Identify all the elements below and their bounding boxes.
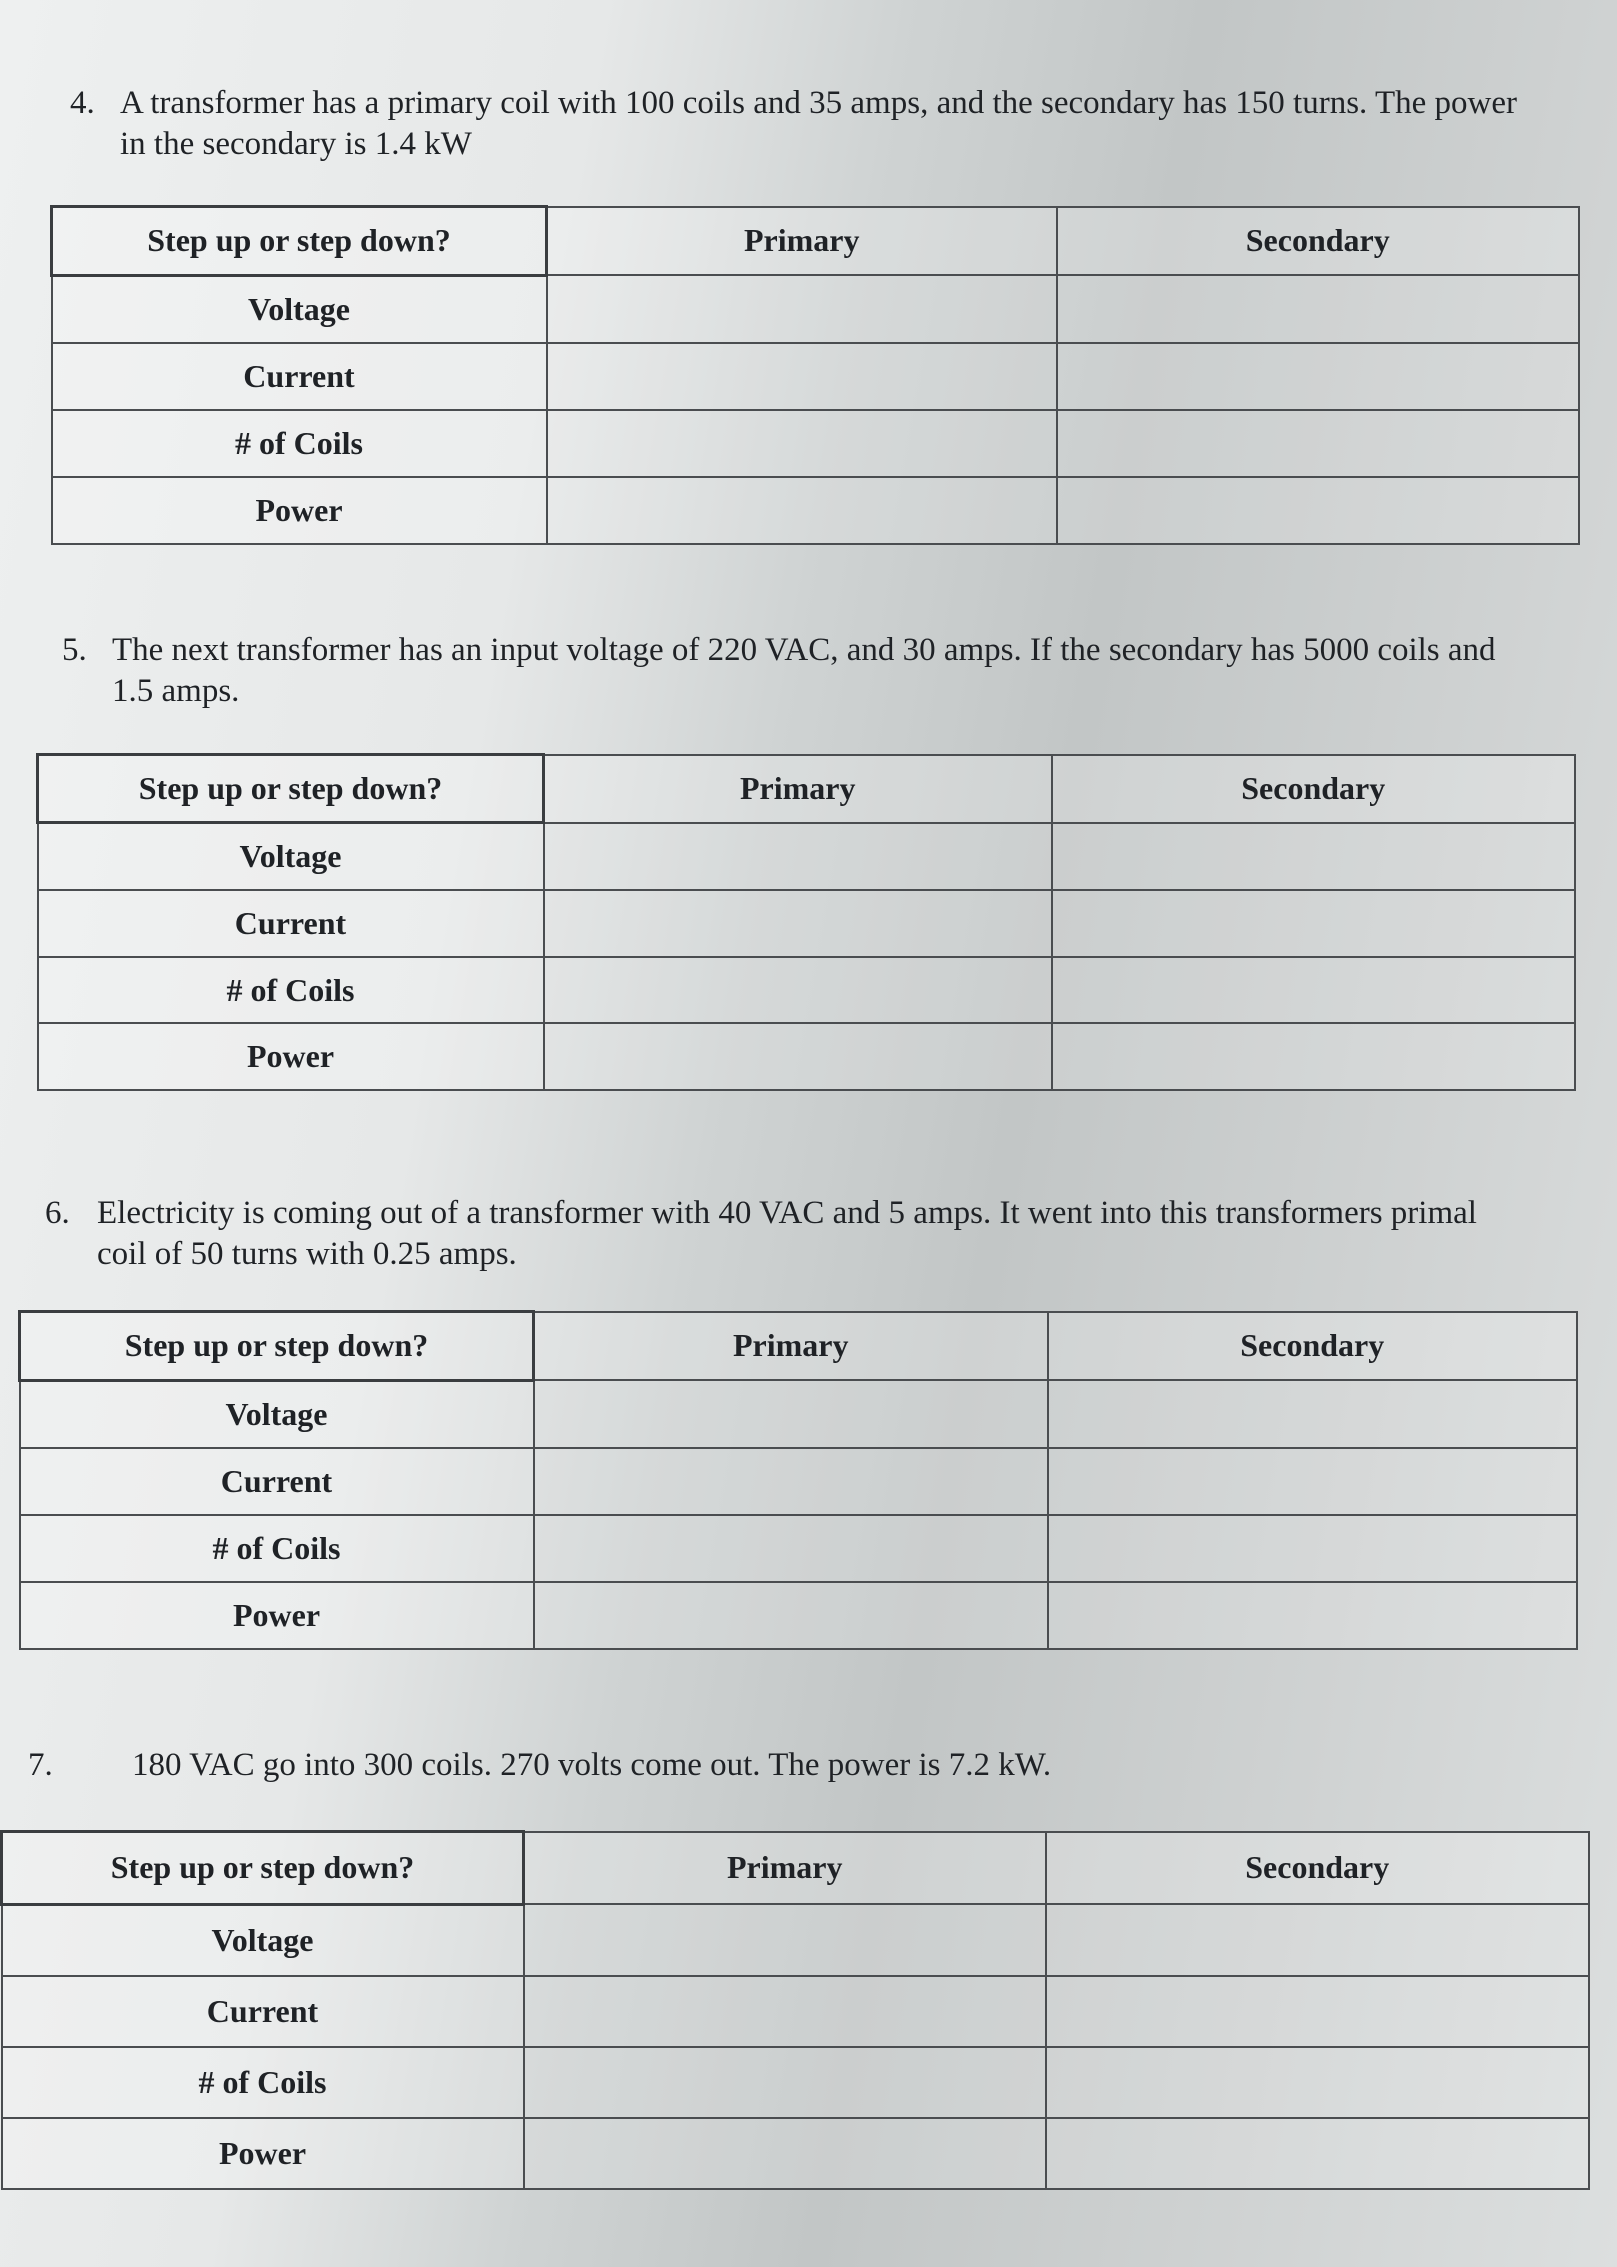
secondary-voltage-cell[interactable]: [1048, 1380, 1578, 1448]
primary-coils-cell[interactable]: [534, 1515, 1048, 1582]
secondary-current-cell[interactable]: [1057, 343, 1580, 410]
row-label: Power: [52, 477, 547, 544]
secondary-voltage-cell[interactable]: [1057, 275, 1580, 343]
primary-current-cell[interactable]: [524, 1976, 1046, 2047]
step-up-down-header: Step up or step down?: [2, 1832, 524, 1905]
row-label: Power: [2, 2118, 524, 2189]
question-4: [70, 83, 1550, 173]
secondary-coils-cell[interactable]: [1046, 2047, 1590, 2118]
row-label: # of Coils: [2, 2047, 524, 2118]
primary-power-cell[interactable]: [524, 2118, 1046, 2189]
secondary-header: Secondary: [1052, 755, 1576, 823]
row-label: Power: [20, 1582, 534, 1649]
table-row-voltage: [38, 823, 1576, 890]
step-up-down-header: Step up or step down?: [52, 207, 547, 276]
step-up-down-header: Step up or step down?: [38, 755, 544, 823]
answer-table-5: [36, 753, 1576, 1091]
table-header-row: [52, 207, 1580, 276]
question-text: 180 VAC go into 300 coils. 270 volts come out. The power is 7.2 kW.: [132, 1747, 1052, 1783]
secondary-coils-cell[interactable]: [1052, 957, 1576, 1024]
question-text: Electricity is coming out of a transformer with 40 VAC and 5 amps. It went into this transformers primal coil of 50 turns with 0.25 amps.: [97, 1195, 1477, 1272]
question-7: [28, 1745, 1228, 1790]
primary-current-cell[interactable]: [544, 890, 1052, 957]
primary-voltage-cell[interactable]: [547, 275, 1057, 343]
table-row-coils: [20, 1515, 1578, 1582]
table-row-current: [38, 890, 1576, 957]
row-label: # of Coils: [38, 957, 544, 1024]
question-number: 6.: [45, 1195, 70, 1231]
row-label: Voltage: [20, 1380, 534, 1448]
table-header-row: [20, 1312, 1578, 1381]
question-5: [62, 630, 1522, 720]
table-row-coils: [2, 2047, 1590, 2118]
table-row-voltage: [2, 1904, 1590, 1976]
primary-header: Primary: [547, 207, 1057, 276]
row-label: # of Coils: [20, 1515, 534, 1582]
answer-table-4: [50, 205, 1580, 545]
question-number: 4.: [70, 85, 95, 121]
table-row-power: [38, 1023, 1576, 1090]
secondary-power-cell[interactable]: [1057, 477, 1580, 544]
row-label: Voltage: [2, 1904, 524, 1976]
table-row-power: [2, 2118, 1590, 2189]
secondary-coils-cell[interactable]: [1048, 1515, 1578, 1582]
primary-voltage-cell[interactable]: [544, 823, 1052, 890]
secondary-header: Secondary: [1057, 207, 1580, 276]
secondary-power-cell[interactable]: [1046, 2118, 1590, 2189]
question-6: [45, 1193, 1525, 1283]
row-label: # of Coils: [52, 410, 547, 477]
secondary-voltage-cell[interactable]: [1046, 1904, 1590, 1976]
primary-power-cell[interactable]: [534, 1582, 1048, 1649]
primary-header: Primary: [524, 1832, 1046, 1905]
row-label: Current: [52, 343, 547, 410]
table-row-power: [52, 477, 1580, 544]
question-number: 7.: [28, 1747, 53, 1783]
table-row-current: [52, 343, 1580, 410]
secondary-current-cell[interactable]: [1046, 1976, 1590, 2047]
secondary-voltage-cell[interactable]: [1052, 823, 1576, 890]
secondary-coils-cell[interactable]: [1057, 410, 1580, 477]
table-row-current: [2, 1976, 1590, 2047]
table-row-power: [20, 1582, 1578, 1649]
secondary-current-cell[interactable]: [1052, 890, 1576, 957]
secondary-power-cell[interactable]: [1048, 1582, 1578, 1649]
row-label: Current: [38, 890, 544, 957]
table-row-current: [20, 1448, 1578, 1515]
primary-power-cell[interactable]: [547, 477, 1057, 544]
question-text: The next transformer has an input voltage of 220 VAC, and 30 amps. If the secondary has 5000 coils and 1.5 amps.: [112, 632, 1496, 709]
table-row-coils: [38, 957, 1576, 1024]
secondary-current-cell[interactable]: [1048, 1448, 1578, 1515]
row-label: Current: [2, 1976, 524, 2047]
primary-coils-cell[interactable]: [544, 957, 1052, 1024]
table-header-row: [38, 755, 1576, 823]
secondary-header: Secondary: [1046, 1832, 1590, 1905]
answer-table-7: [0, 1830, 1590, 2190]
row-label: Voltage: [52, 275, 547, 343]
primary-voltage-cell[interactable]: [534, 1380, 1048, 1448]
primary-header: Primary: [544, 755, 1052, 823]
step-up-down-header: Step up or step down?: [20, 1312, 534, 1381]
table-row-voltage: [52, 275, 1580, 343]
table-header-row: [2, 1832, 1590, 1905]
row-label: Voltage: [38, 823, 544, 890]
secondary-power-cell[interactable]: [1052, 1023, 1576, 1090]
primary-current-cell[interactable]: [547, 343, 1057, 410]
table-row-coils: [52, 410, 1580, 477]
primary-coils-cell[interactable]: [524, 2047, 1046, 2118]
question-text: A transformer has a primary coil with 100 coils and 35 amps, and the secondary has 150 turns. The power in the secondary is 1.4 kW: [120, 85, 1517, 162]
primary-voltage-cell[interactable]: [524, 1904, 1046, 1976]
question-number: 5.: [62, 632, 87, 668]
secondary-header: Secondary: [1048, 1312, 1578, 1381]
primary-coils-cell[interactable]: [547, 410, 1057, 477]
primary-current-cell[interactable]: [534, 1448, 1048, 1515]
table-row-voltage: [20, 1380, 1578, 1448]
primary-header: Primary: [534, 1312, 1048, 1381]
answer-table-6: [18, 1310, 1578, 1650]
row-label: Power: [38, 1023, 544, 1090]
primary-power-cell[interactable]: [544, 1023, 1052, 1090]
row-label: Current: [20, 1448, 534, 1515]
